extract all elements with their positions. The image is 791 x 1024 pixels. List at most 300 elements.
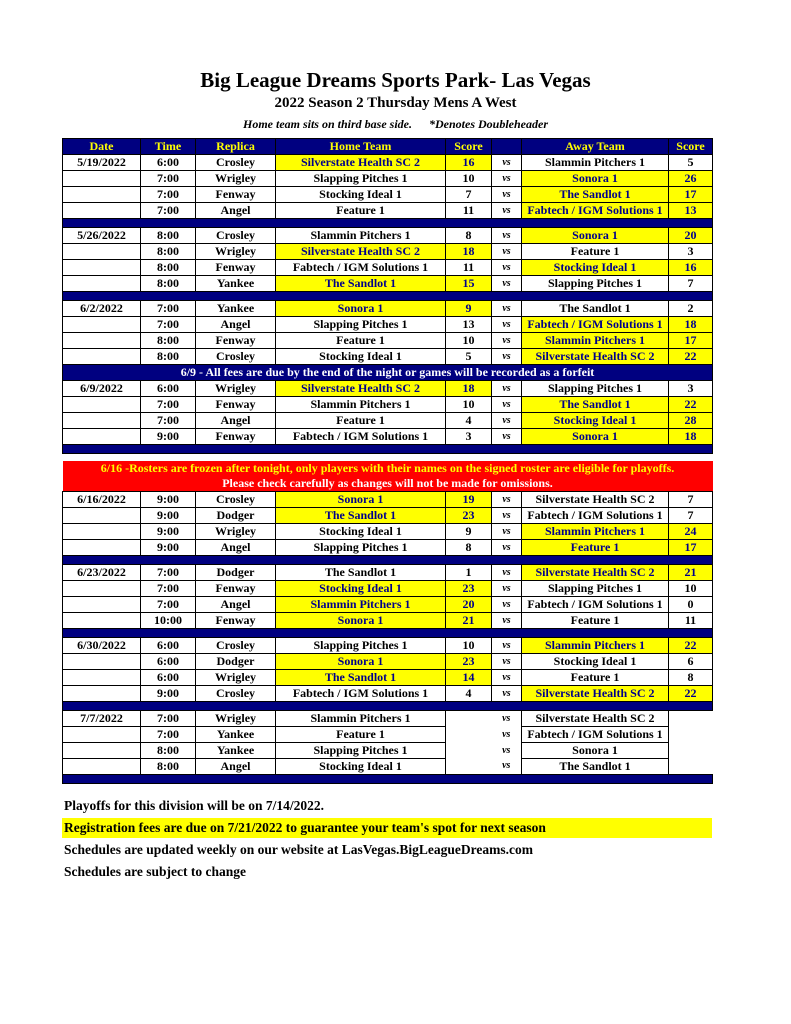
vs-label: vs [492,564,522,580]
replica-cell: Angel [196,758,276,774]
away-team-cell: Slapping Pitches 1 [522,276,669,292]
replica-cell: Dodger [196,564,276,580]
home-team-cell: Stocking Ideal 1 [276,523,446,539]
home-score-cell: 11 [446,260,492,276]
away-team-cell: Feature 1 [522,244,669,260]
game-row [63,653,713,669]
time-cell: 6:00 [141,669,196,685]
fees-banner: 6/9 - All fees are due by the end of the night or games will be recorded as a forfeit [63,365,713,381]
date-cell [63,726,141,742]
away-score-cell: 17 [669,333,713,349]
game-row [63,397,713,413]
home-team-cell: The Sandlot 1 [276,507,446,523]
time-cell: 8:00 [141,742,196,758]
away-team-cell: Sonora 1 [522,228,669,244]
away-score-cell: 6 [669,653,713,669]
time-cell: 9:00 [141,507,196,523]
home-team-cell: Slapping Pitches 1 [276,637,446,653]
vs-label: vs [492,187,522,203]
date-cell [63,596,141,612]
game-row [63,260,713,276]
separator-bar [63,701,713,710]
time-cell: 7:00 [141,726,196,742]
website-note: Schedules are updated weekly on our website at LasVegas.BigLeagueDreams.com [64,841,534,857]
time-cell: 8:00 [141,244,196,260]
vs-label: vs [492,317,522,333]
separator-row [63,774,713,783]
away-team-cell: Feature 1 [522,539,669,555]
home-team-cell: The Sandlot 1 [276,669,446,685]
home-team-cell: Slammin Pitchers 1 [276,397,446,413]
home-team-cell: Slapping Pitches 1 [276,171,446,187]
note-home-side: Home team sits on third base side. [242,117,412,131]
vs-label: vs [492,596,522,612]
away-team-cell: Slapping Pitches 1 [522,381,669,397]
game-row [63,381,713,397]
home-team-cell: Stocking Ideal 1 [276,349,446,365]
vs-label: vs [502,712,511,724]
away-team-cell: Silverstate Health SC 2 [522,685,669,701]
home-score-cell [446,742,492,758]
replica-cell: Fenway [196,333,276,349]
home-score-cell: 10 [446,171,492,187]
home-team-note [0,117,791,132]
vs-label: vs [492,685,522,701]
away-score-cell: 17 [669,539,713,555]
vs-label: vs [492,612,522,628]
away-team-cell: The Sandlot 1 [522,758,669,774]
home-team-cell: Feature 1 [276,203,446,219]
date-cell [63,333,141,349]
vs-label: vs [492,333,522,349]
game-row [63,203,713,219]
header-away-team: Away Team [522,139,669,155]
vs-label: vs [492,260,522,276]
home-score-cell: 9 [446,523,492,539]
game-row [63,301,713,317]
home-score-cell: 4 [446,685,492,701]
time-cell: 10:00 [141,612,196,628]
away-score-cell: 3 [669,244,713,260]
home-team-cell: Stocking Ideal 1 [276,580,446,596]
game-row [63,710,713,726]
footer-notes [62,796,712,882]
away-score-cell: 24 [669,523,713,539]
time-cell: 7:00 [141,301,196,317]
fees-banner-row [63,365,713,381]
away-score-cell: 26 [669,171,713,187]
away-score-cell: 0 [669,596,713,612]
schedule-change-note: Schedules are subject to change [64,863,246,879]
game-row [63,637,713,653]
away-team-cell: Stocking Ideal 1 [522,653,669,669]
date-cell [63,653,141,669]
date-cell [63,742,141,758]
vs-label: vs [492,203,522,219]
game-row [63,564,713,580]
game-row [63,155,713,171]
separator-bar [63,219,713,228]
replica-cell: Angel [196,317,276,333]
home-score-cell: 1 [446,564,492,580]
header-home-team: Home Team [276,139,446,155]
game-row [63,349,713,365]
replica-cell: Wrigley [196,381,276,397]
home-score-cell: 19 [446,491,492,507]
date-cell [63,429,141,445]
date-cell [63,669,141,685]
registration-note: Registration fees are due on 7/21/2022 to guarantee your team's spot for next season [62,818,712,838]
away-score-cell [669,742,713,758]
replica-cell: Fenway [196,612,276,628]
separator-row [63,701,713,710]
replica-cell: Wrigley [196,244,276,260]
vs-label: vs [492,381,522,397]
header-replica: Replica [196,139,276,155]
vs-label: vs [502,744,511,756]
page-subtitle: 2022 Season 2 Thursday Mens A West [274,95,517,111]
time-cell: 7:00 [141,413,196,429]
time-cell: 7:00 [141,397,196,413]
game-row [63,612,713,628]
time-cell: 9:00 [141,523,196,539]
vs-label: vs [492,491,522,507]
away-team-cell: Silverstate Health SC 2 [522,564,669,580]
time-cell: 6:00 [141,155,196,171]
replica-cell: Crosley [196,491,276,507]
separator-bar [63,628,713,637]
time-cell: 7:00 [141,171,196,187]
home-team-cell: Feature 1 [276,726,446,742]
date-cell: 6/23/2022 [63,564,141,580]
replica-cell: Fenway [196,187,276,203]
home-score-cell: 18 [446,381,492,397]
vs-label: vs [492,155,522,171]
vs-label: vs [492,669,522,685]
home-team-cell: Slammin Pitchers 1 [276,596,446,612]
replica-cell: Fenway [196,580,276,596]
replica-cell: Yankee [196,301,276,317]
home-score-cell: 23 [446,653,492,669]
time-cell: 7:00 [141,580,196,596]
away-score-cell: 20 [669,228,713,244]
date-cell: 5/26/2022 [63,228,141,244]
home-score-cell: 21 [446,612,492,628]
header-away-score: Score [669,139,713,155]
time-cell: 9:00 [141,491,196,507]
game-row [63,171,713,187]
home-team-cell: Fabtech / IGM Solutions 1 [276,429,446,445]
date-cell: 6/16/2022 [63,491,141,507]
away-team-cell: Fabtech / IGM Solutions 1 [522,203,669,219]
home-team-cell: Stocking Ideal 1 [276,758,446,774]
time-cell: 7:00 [141,317,196,333]
replica-cell: Wrigley [196,710,276,726]
home-score-cell: 9 [446,301,492,317]
date-cell [63,539,141,555]
game-row [63,580,713,596]
game-row [63,507,713,523]
header-vs [492,139,522,155]
time-cell: 6:00 [141,381,196,397]
away-team-cell: Slapping Pitches 1 [522,580,669,596]
game-row [63,523,713,539]
header-date: Date [63,139,141,155]
away-team-cell: Silverstate Health SC 2 [522,349,669,365]
game-row [63,669,713,685]
time-cell: 8:00 [141,333,196,349]
playoffs-note: Playoffs for this division will be on 7/14/2022. [64,797,325,813]
separator-bar [63,445,713,454]
away-team-cell: Slammin Pitchers 1 [522,333,669,349]
vs-label: vs [492,429,522,445]
home-team-cell: Fabtech / IGM Solutions 1 [276,260,446,276]
vs-label: vs [492,276,522,292]
date-cell [63,758,141,774]
away-score-cell: 22 [669,397,713,413]
schedule-table [62,138,713,784]
date-cell: 6/30/2022 [63,637,141,653]
game-row [63,317,713,333]
home-team-cell: Fabtech / IGM Solutions 1 [276,685,446,701]
away-score-cell: 5 [669,155,713,171]
time-cell: 7:00 [141,187,196,203]
home-team-cell: Slammin Pitchers 1 [276,710,446,726]
home-score-cell: 5 [446,349,492,365]
away-team-cell: Silverstate Health SC 2 [522,710,669,726]
away-score-cell: 18 [669,317,713,333]
home-team-cell: Slapping Pitches 1 [276,742,446,758]
spacer [63,454,713,461]
home-score-cell: 18 [446,244,492,260]
away-score-cell: 2 [669,301,713,317]
game-row [63,726,713,742]
home-team-cell: Sonora 1 [276,653,446,669]
header-home-score: Score [446,139,492,155]
home-score-cell: 14 [446,669,492,685]
replica-cell: Dodger [196,653,276,669]
time-cell: 8:00 [141,276,196,292]
date-cell [63,685,141,701]
away-score-cell: 16 [669,260,713,276]
away-score-cell: 22 [669,637,713,653]
separator-row [63,445,713,454]
home-score-cell: 3 [446,429,492,445]
replica-cell: Wrigley [196,669,276,685]
home-score-cell [446,758,492,774]
home-team-cell: Slapping Pitches 1 [276,317,446,333]
date-cell [63,580,141,596]
replica-cell: Angel [196,539,276,555]
date-cell [63,171,141,187]
away-team-cell: Fabtech / IGM Solutions 1 [522,596,669,612]
away-team-cell: The Sandlot 1 [522,397,669,413]
separator-bar [63,774,713,783]
time-cell: 7:00 [141,596,196,612]
separator-bar [63,555,713,564]
away-team-cell: Sonora 1 [522,171,669,187]
date-cell [63,260,141,276]
time-cell: 8:00 [141,228,196,244]
game-row [63,228,713,244]
home-score-cell: 7 [446,187,492,203]
away-team-cell: Fabtech / IGM Solutions 1 [522,726,669,742]
time-cell: 6:00 [141,653,196,669]
home-score-cell: 23 [446,580,492,596]
away-team-cell: The Sandlot 1 [522,187,669,203]
vs-label: vs [492,507,522,523]
away-score-cell: 7 [669,507,713,523]
game-row [63,596,713,612]
header-time: Time [141,139,196,155]
vs-label: vs [492,580,522,596]
away-score-cell: 8 [669,669,713,685]
roster-banner-row [63,461,713,492]
vs-label: vs [492,413,522,429]
vs-label: vs [492,171,522,187]
away-team-cell: Slammin Pitchers 1 [522,523,669,539]
page-title: Big League Dreams Sports Park- Las Vegas [200,68,591,92]
home-score-cell: 13 [446,317,492,333]
date-cell [63,187,141,203]
roster-banner-line1: 6/16 -Rosters are frozen after tonight, only players with their names on the signed roster are eligible for playoffs. [100,460,675,475]
vs-label: vs [492,349,522,365]
home-score-cell: 23 [446,507,492,523]
away-team-cell: Feature 1 [522,612,669,628]
away-score-cell [669,758,713,774]
away-score-cell: 3 [669,381,713,397]
home-team-cell: Sonora 1 [276,301,446,317]
home-score-cell: 16 [446,155,492,171]
replica-cell: Dodger [196,507,276,523]
date-cell: 7/7/2022 [63,710,141,726]
time-cell: 6:00 [141,637,196,653]
away-score-cell [669,726,713,742]
home-score-cell: 10 [446,333,492,349]
home-team-cell: Slammin Pitchers 1 [276,228,446,244]
time-cell: 7:00 [141,710,196,726]
away-team-cell: The Sandlot 1 [522,301,669,317]
date-cell [63,612,141,628]
replica-cell: Crosley [196,685,276,701]
away-team-cell: Feature 1 [522,669,669,685]
away-team-cell: Sonora 1 [522,742,669,758]
date-cell [63,203,141,219]
home-team-cell: Feature 1 [276,333,446,349]
date-cell: 6/9/2022 [63,381,141,397]
replica-cell: Crosley [196,228,276,244]
vs-label: vs [492,523,522,539]
replica-cell: Yankee [196,726,276,742]
roster-banner-line2: Please check carefully as changes will not be made for omissions. [222,475,553,490]
away-score-cell: 22 [669,349,713,365]
away-score-cell: 7 [669,276,713,292]
home-score-cell: 10 [446,637,492,653]
away-score-cell: 22 [669,685,713,701]
home-score-cell: 8 [446,539,492,555]
game-row [63,539,713,555]
away-score-cell: 10 [669,580,713,596]
away-score-cell: 18 [669,429,713,445]
away-team-cell: Fabtech / IGM Solutions 1 [522,317,669,333]
replica-cell: Wrigley [196,523,276,539]
replica-cell: Angel [196,596,276,612]
vs-label: vs [492,653,522,669]
replica-cell: Fenway [196,397,276,413]
vs-label: vs [502,728,511,740]
date-cell [63,244,141,260]
away-score-cell: 17 [669,187,713,203]
note-doubleheader: *Denotes Doubleheader [429,117,548,131]
away-score-cell: 28 [669,413,713,429]
separator-row [63,555,713,564]
game-row [63,758,713,774]
date-cell [63,397,141,413]
time-cell: 9:00 [141,685,196,701]
replica-cell: Angel [196,203,276,219]
time-cell: 9:00 [141,539,196,555]
away-score-cell: 21 [669,564,713,580]
time-cell: 9:00 [141,429,196,445]
time-cell: 8:00 [141,260,196,276]
time-cell: 7:00 [141,564,196,580]
time-cell: 8:00 [141,758,196,774]
date-cell: 5/19/2022 [63,155,141,171]
replica-cell: Wrigley [196,171,276,187]
date-cell [63,413,141,429]
home-score-cell [446,726,492,742]
replica-cell: Angel [196,413,276,429]
vs-label: vs [492,539,522,555]
vs-label: vs [492,637,522,653]
home-score-cell: 8 [446,228,492,244]
date-cell [63,349,141,365]
away-score-cell [669,710,713,726]
time-cell: 7:00 [141,203,196,219]
vs-label: vs [502,760,511,772]
home-score-cell: 4 [446,413,492,429]
separator-row [63,292,713,301]
date-cell [63,523,141,539]
home-team-cell: Sonora 1 [276,491,446,507]
separator-bar [63,292,713,301]
away-team-cell: Silverstate Health SC 2 [522,491,669,507]
replica-cell: Yankee [196,742,276,758]
away-team-cell: Stocking Ideal 1 [522,413,669,429]
away-score-cell: 7 [669,491,713,507]
game-row [63,429,713,445]
roster-banner [63,461,713,492]
home-team-cell: Silverstate Health SC 2 [276,381,446,397]
vs-label: vs [492,228,522,244]
away-score-cell: 13 [669,203,713,219]
game-row [63,276,713,292]
away-team-cell: Stocking Ideal 1 [522,260,669,276]
table-header-row [63,139,713,155]
home-team-cell: The Sandlot 1 [276,276,446,292]
separator-row [63,219,713,228]
away-team-cell: Slammin Pitchers 1 [522,637,669,653]
replica-cell: Fenway [196,260,276,276]
home-score-cell: 11 [446,203,492,219]
home-score-cell: 20 [446,596,492,612]
replica-cell: Crosley [196,637,276,653]
date-cell: 6/2/2022 [63,301,141,317]
game-row [63,685,713,701]
away-score-cell: 11 [669,612,713,628]
game-row [63,333,713,349]
home-team-cell: Silverstate Health SC 2 [276,244,446,260]
